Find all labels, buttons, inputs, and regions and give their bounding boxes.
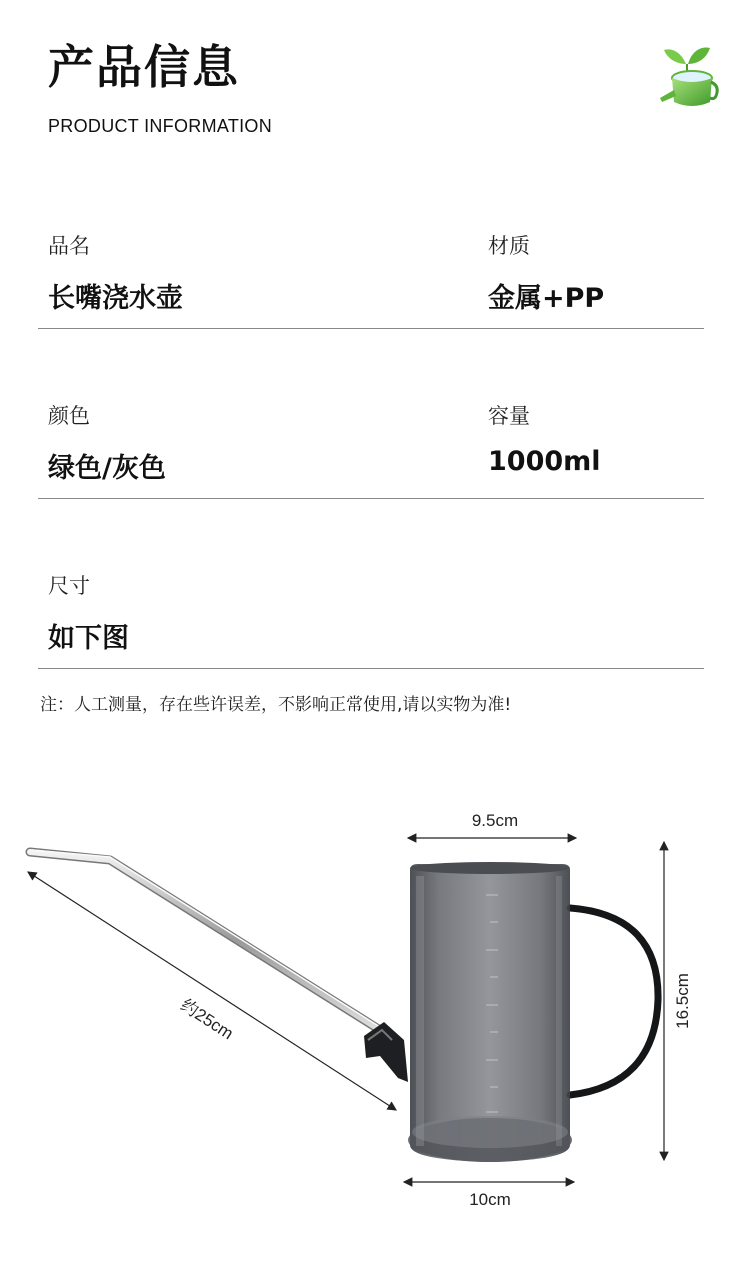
page-subtitle: PRODUCT INFORMATION [48,116,273,136]
dim-spout-length: 约25cm [177,995,237,1044]
spec-value-material: 金属+PP [488,283,605,314]
dim-height: 16.5cm [673,973,692,1029]
dim-top-width: 9.5cm [471,811,519,830]
watering-can-sprout-icon [656,40,720,112]
spec-value-color: 绿色/灰色 [48,453,166,484]
page-title: 产品信息 [48,40,240,94]
spec-label-material: 材质 [488,234,530,258]
spec-value-size: 如下图 [48,623,129,654]
divider [38,328,704,329]
spec-label-color: 颜色 [48,404,90,428]
can-body [408,862,572,1162]
spec-label-size: 尺寸 [48,574,90,598]
measurement-note: 注：人工测量，存在些许误差，不影响正常使用,请以实物为准! [40,695,512,715]
handle [570,908,658,1095]
divider [38,498,704,499]
spec-label-capacity: 容量 [488,404,530,428]
spec-label-name: 品名 [48,234,90,258]
spec-value-capacity: 1000ml [488,446,601,477]
divider [38,668,704,669]
dim-bottom-width: 10cm [469,1190,511,1209]
product-illustration [0,780,750,1240]
spec-value-name: 长嘴浇水壶 [48,283,183,314]
spout [30,850,408,1082]
